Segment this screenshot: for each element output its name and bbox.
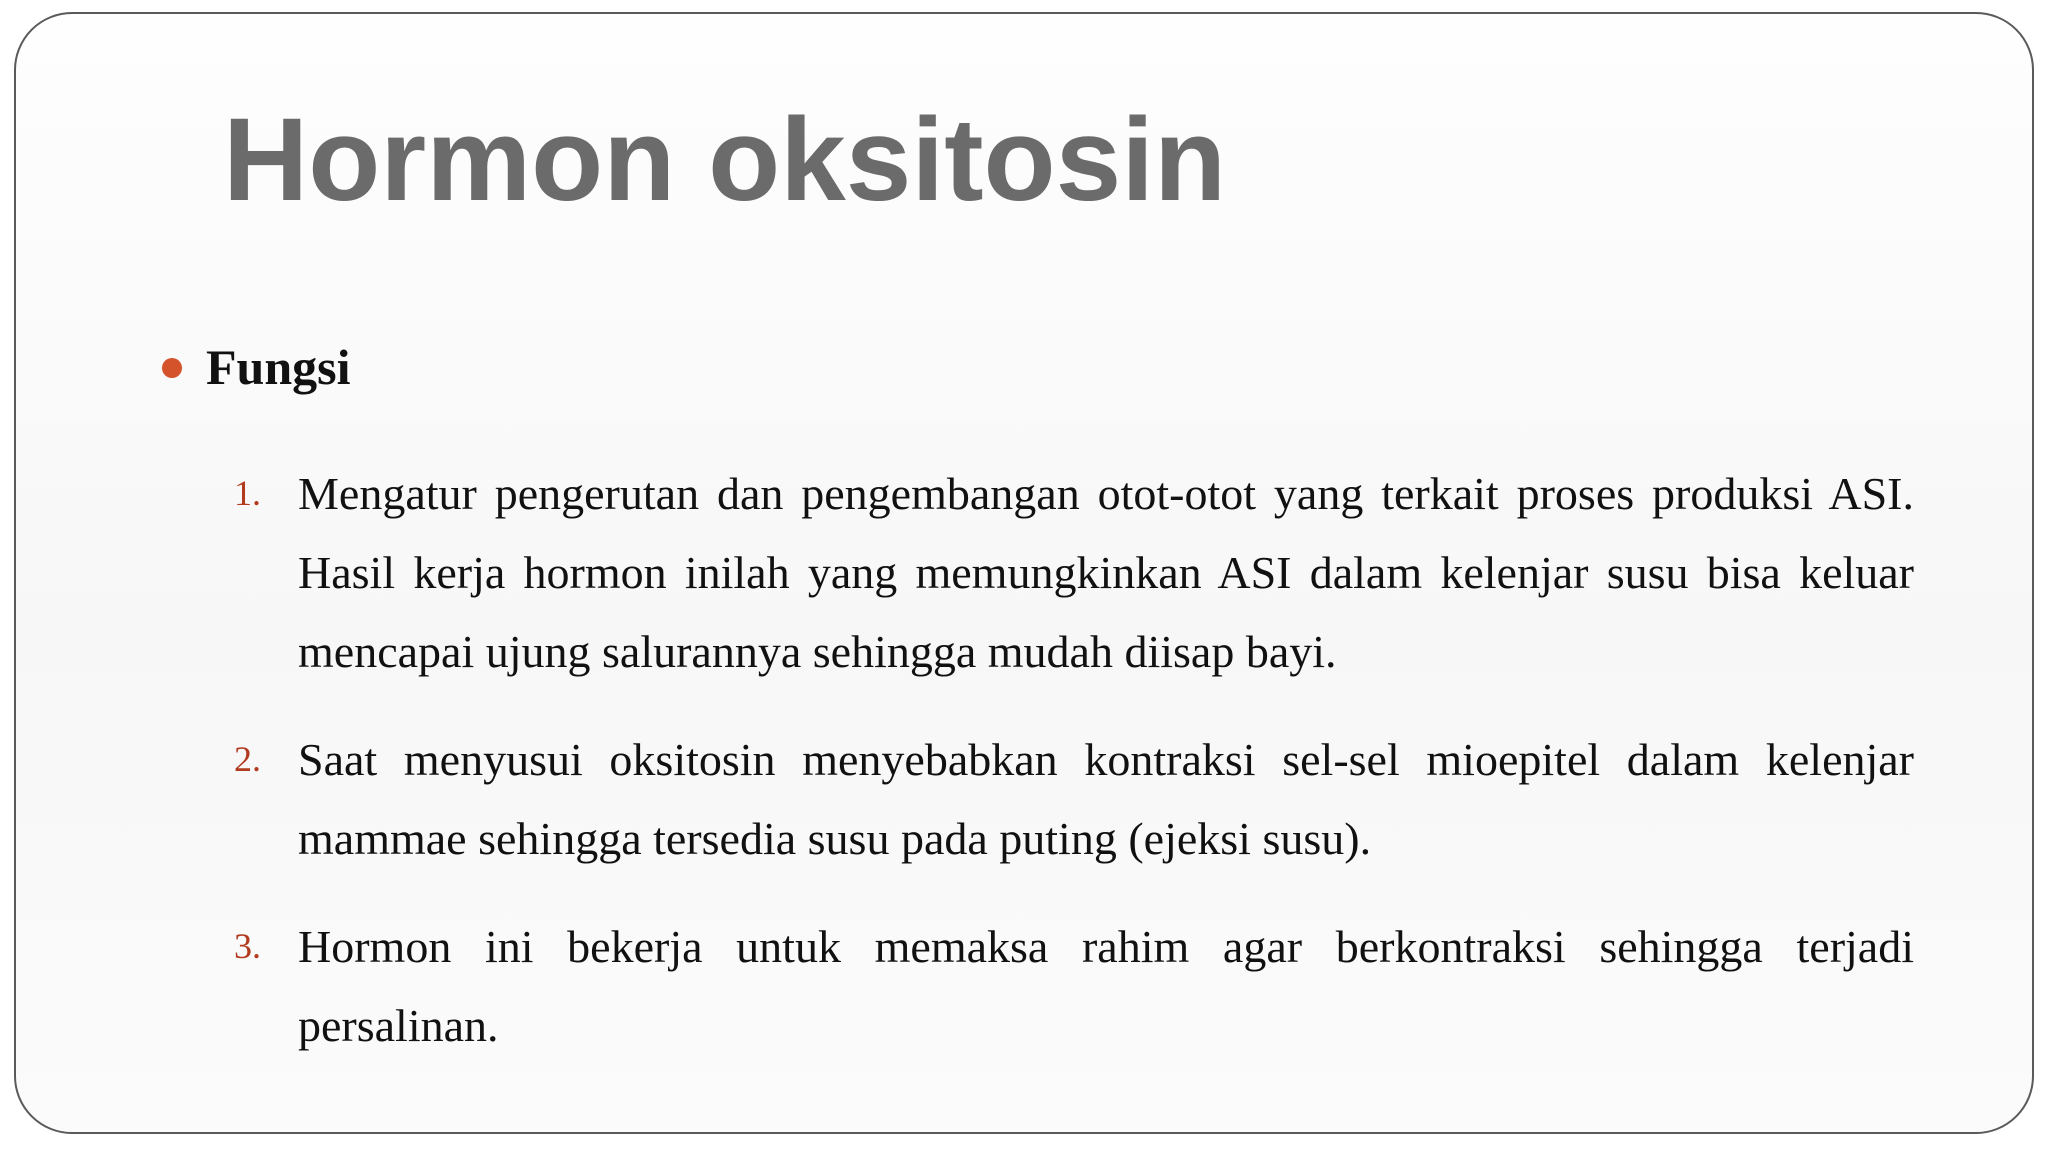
list-item	[234, 454, 1914, 691]
bullet-dot-icon	[162, 358, 182, 378]
list-item-text: Mengatur pengerutan dan pengembangan otot-otot yang terkait proses produksi ASI. Hasil kerja hormon inilah yang memungkinkan ASI dalam kelenjar susu bisa keluar mencapai ujung salurannya sehingga mudah diisap bayi.	[298, 468, 1914, 677]
list-item-number: 3.	[234, 926, 261, 966]
list-item-text: Hormon ini bekerja untuk memaksa rahim agar berkontraksi sehingga terjadi persalinan.	[298, 921, 1914, 1051]
list-item-number: 1.	[234, 473, 261, 513]
function-list	[234, 454, 1914, 1094]
list-item	[234, 720, 1914, 878]
list-item-number: 2.	[234, 739, 261, 779]
slide-frame	[14, 12, 2034, 1134]
list-item	[234, 907, 1914, 1065]
list-item-text: Saat menyusui oksitosin menyebabkan kontraksi sel-sel mioepitel dalam kelenjar mammae sehingga tersedia susu pada puting (ejeksi susu).	[298, 734, 1914, 864]
section-heading: Fungsi	[206, 339, 351, 395]
slide-title: Hormon oksitosin	[223, 94, 1227, 226]
